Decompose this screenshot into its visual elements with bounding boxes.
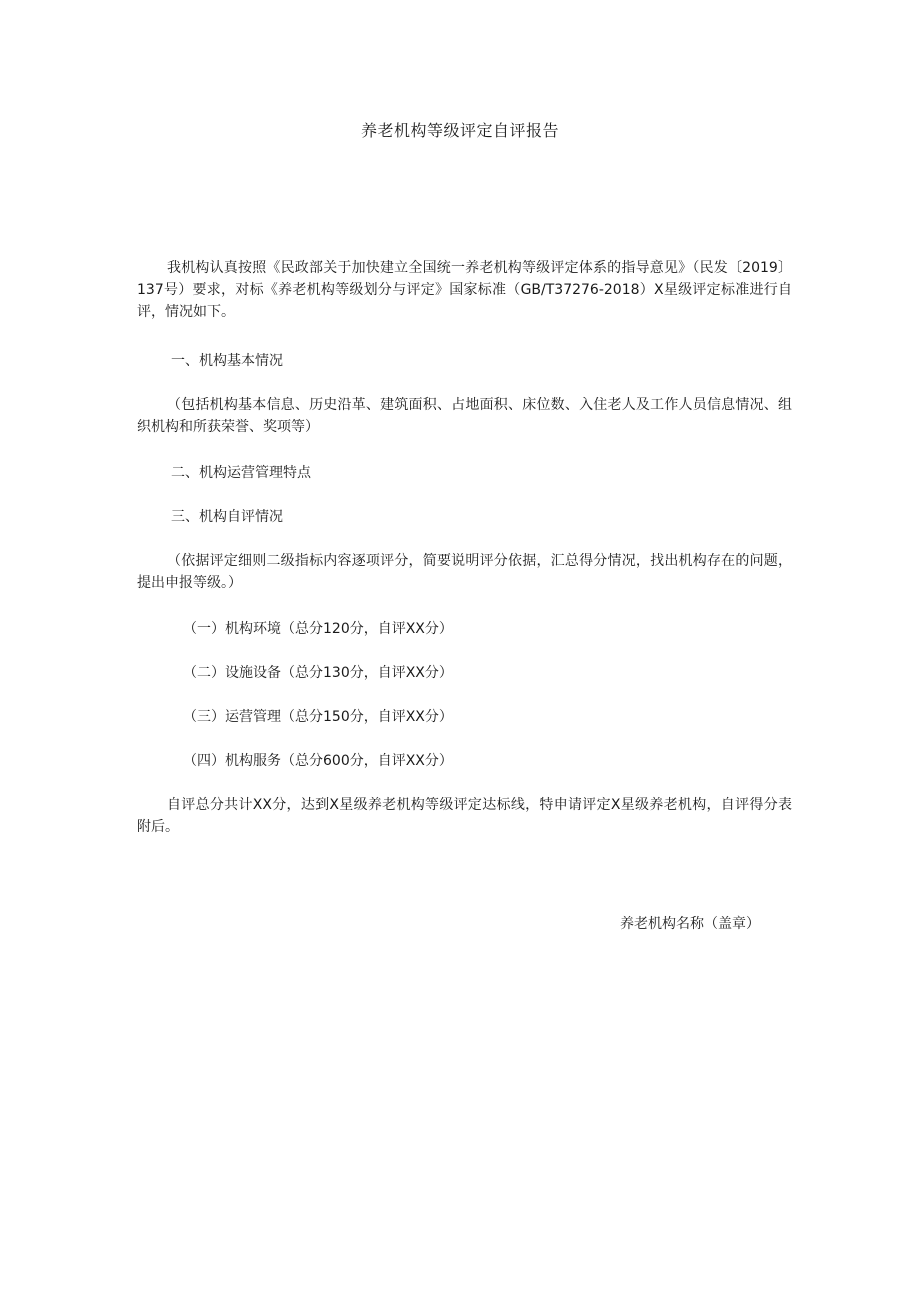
document-title: 养老机构等级评定自评报告 [360,121,559,140]
section-heading-self-evaluation: 三、机构自评情况 [171,509,283,525]
section-heading-operations: 二、机构运营管理特点 [171,465,311,481]
score-item-environment: （一）机构环境（总分120分，自评XX分） [183,621,453,637]
section-note-basic-info: （包括机构基本信息、历史沿革、建筑面积、占地面积、床位数、入住老人及工作人员信息情况、组织机构和所获荣誉、奖项等） [137,397,792,435]
score-item-facilities: （二）设施设备（总分130分，自评XX分） [183,665,453,681]
signature-line: 养老机构名称（盖章） [620,916,760,932]
summary-paragraph: 自评总分共计XX分，达到X星级养老机构等级评定达标线，特申请评定X星级养老机构，自评得分表附后。 [137,797,792,835]
section-heading-basic-info: 一、机构基本情况 [171,353,283,369]
score-item-services: （四）机构服务（总分600分，自评XX分） [183,753,453,769]
score-item-management: （三）运营管理（总分150分，自评XX分） [183,709,453,725]
intro-paragraph: 我机构认真按照《民政部关于加快建立全国统一养老机构等级评定体系的指导意见》（民发〔2019〕137号）要求，对标《养老机构等级划分与评定》国家标准（GB/T37276-2018）X星级评定标准进行自评，情况如下。 [137,260,792,320]
section-note-self-evaluation: （依据评定细则二级指标内容逐项评分，简要说明评分依据，汇总得分情况，找出机构存在的问题，提出申报等级。） [137,553,792,591]
